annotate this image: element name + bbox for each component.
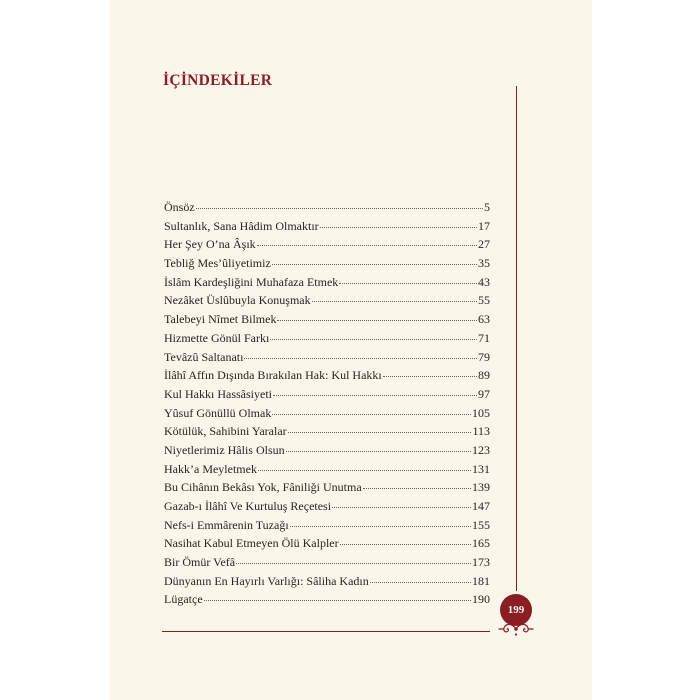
toc-entry-page: 35 xyxy=(478,256,490,271)
dot-leader xyxy=(257,245,477,246)
dot-leader xyxy=(277,320,477,321)
toc-entry-title: Sultanlık, Sana Hâdim Olmaktır xyxy=(164,218,319,233)
toc-entry-title: Bir Ömür Vefâ xyxy=(164,555,236,570)
toc-entry xyxy=(164,331,490,350)
toc-entry-page: 89 xyxy=(478,368,490,383)
toc-entry-page: 55 xyxy=(478,293,490,308)
dot-leader xyxy=(273,395,477,396)
toc-entry-page: 181 xyxy=(472,573,490,588)
bottom-rule xyxy=(162,631,490,632)
toc-entry-title: Önsöz xyxy=(164,200,195,214)
dot-leader xyxy=(258,470,471,471)
toc-entry-page: 43 xyxy=(478,274,490,289)
dot-leader xyxy=(363,488,471,489)
toc-entry xyxy=(164,480,490,499)
dot-leader xyxy=(270,339,477,340)
toc-entry-title: Bu Cihânın Bekâsı Yok, Fâniliği Unutma xyxy=(164,480,362,495)
toc-entry-title: Tebliğ Mes’ûliyetimiz xyxy=(164,256,271,271)
toc-entry-page: 105 xyxy=(472,405,490,420)
toc-entry-title: İslâm Kardeşliğini Muhafaza Etmek xyxy=(164,274,339,289)
toc-entry xyxy=(164,574,490,593)
dot-leader xyxy=(290,526,471,527)
toc-entry-title: Tevâzû Saltanatı xyxy=(164,349,244,364)
dot-leader xyxy=(236,563,471,564)
toc-entry xyxy=(164,350,490,369)
toc-entry xyxy=(164,368,490,387)
toc-entry xyxy=(164,592,490,611)
toc-entry xyxy=(164,406,490,425)
toc-entry xyxy=(164,237,490,256)
toc-entry xyxy=(164,424,490,443)
toc-entry-page: 113 xyxy=(472,424,490,439)
toc-entry-title: Hizmette Gönül Farkı xyxy=(164,330,270,345)
toc-entry-page: 139 xyxy=(472,480,490,495)
dot-leader xyxy=(320,227,477,228)
toc-entry xyxy=(164,312,490,331)
dot-leader xyxy=(370,582,471,583)
toc-entry-title: Kul Hakkı Hassâsiyeti xyxy=(164,386,272,401)
toc-entry xyxy=(164,443,490,462)
toc-entry xyxy=(164,518,490,537)
dot-leader xyxy=(332,507,471,508)
dot-leader xyxy=(339,283,477,284)
toc-entry-page: 5 xyxy=(484,200,490,214)
dot-leader xyxy=(244,358,477,359)
toc-entry-page: 79 xyxy=(478,349,490,364)
toc-entry-title: Nezâket Üslûbuyla Konuşmak xyxy=(164,293,311,308)
toc-entry xyxy=(164,256,490,275)
flourish-ornament-icon xyxy=(496,620,536,638)
toc-entry-page: 131 xyxy=(472,461,490,476)
toc-entry-title: Niyetlerimiz Hâlis Olsun xyxy=(164,442,285,457)
toc-entry xyxy=(164,499,490,518)
dot-leader xyxy=(288,432,472,433)
toc-entry-title: Hakk’a Meyletmek xyxy=(164,461,257,476)
toc-entry-title: Kötülük, Sahibini Yaralar xyxy=(164,424,287,439)
toc-entry-page: 165 xyxy=(472,536,490,551)
toc-entry-page: 155 xyxy=(472,517,490,532)
dot-leader xyxy=(286,451,471,452)
toc-entry-title: Gazab-ı İlâhî Ve Kurtuluş Reçetesi xyxy=(164,499,332,513)
page-title: İÇİNDEKİLER xyxy=(163,72,273,89)
toc-entry xyxy=(164,293,490,312)
toc-entry-title: Lügatçe xyxy=(164,592,203,607)
toc-entry-page: 190 xyxy=(472,592,490,607)
toc-entry-page: 27 xyxy=(478,237,490,252)
toc-entry xyxy=(164,387,490,406)
page-number: 199 xyxy=(507,604,525,616)
table-of-contents xyxy=(164,200,490,611)
toc-entry xyxy=(164,275,490,294)
toc-entry-title: Yûsuf Gönüllü Olmak xyxy=(164,405,272,420)
toc-entry xyxy=(164,219,490,238)
toc-entry-title: Her Şey O’na Âşık xyxy=(164,237,256,252)
toc-entry xyxy=(164,462,490,481)
toc-entry-page: 71 xyxy=(478,330,490,345)
toc-entry-page: 97 xyxy=(478,386,490,401)
vertical-rule xyxy=(516,86,517,591)
dot-leader xyxy=(204,600,471,601)
toc-entry-title: Talebeyi Nîmet Bilmek xyxy=(164,312,277,327)
toc-entry-page: 17 xyxy=(478,218,490,233)
toc-entry xyxy=(164,200,490,219)
dot-leader xyxy=(340,544,471,545)
toc-entry-title: Dünyanın En Hayırlı Varlığı: Sâliha Kadın xyxy=(164,573,369,588)
dot-leader xyxy=(383,376,477,377)
toc-entry xyxy=(164,536,490,555)
dot-leader xyxy=(272,264,477,265)
toc-entry-title: Nefs-i Emmârenin Tuzağı xyxy=(164,517,289,532)
toc-entry-title: Nasihat Kabul Etmeyen Ölü Kalpler xyxy=(164,536,339,551)
toc-entry xyxy=(164,555,490,574)
toc-entry-page: 147 xyxy=(472,499,490,513)
dot-leader xyxy=(312,301,477,302)
toc-entry-page: 123 xyxy=(472,442,490,457)
toc-entry-title: İlâhî Affın Dışında Bırakılan Hak: Kul Hakkı xyxy=(164,368,382,383)
dot-leader xyxy=(196,208,483,209)
toc-entry-page: 173 xyxy=(472,555,490,570)
dot-leader xyxy=(272,414,471,415)
toc-entry-page: 63 xyxy=(478,312,490,327)
